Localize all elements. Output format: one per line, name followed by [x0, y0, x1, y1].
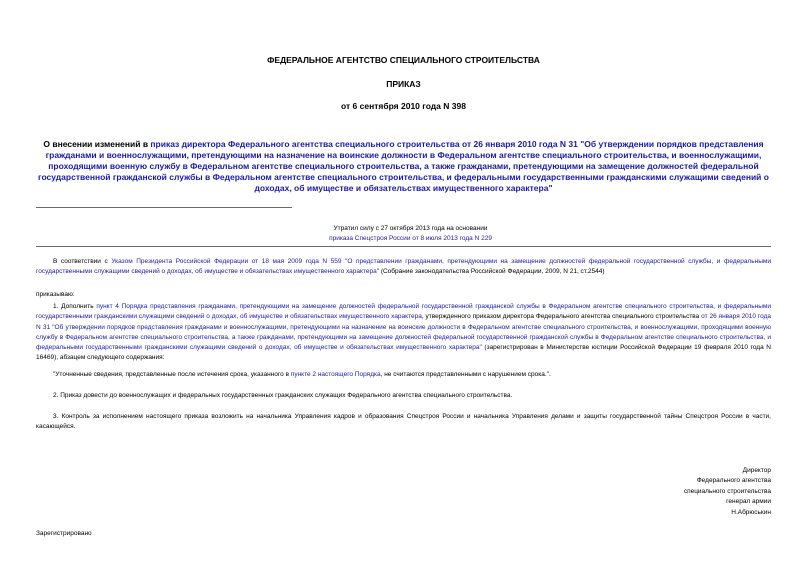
title-prefix: О внесении изменений в	[43, 139, 151, 149]
document-date-number: от 6 сентября 2010 года N 398	[341, 101, 466, 111]
quote-suffix: , не считаются представленными с нарушением срока.".	[380, 371, 551, 378]
void-note	[293, 224, 528, 244]
item-3-text: 3. Контроль за исполнением настоящего приказа возложить на начальника Управления кадров и образования Спецстроя России и начальника Управления делами и защиты государственной тайны Спецстроя России в части, касающейся.	[36, 413, 771, 431]
item-2-text: 2. Приказ довести до военнослужащих и федеральных государственных гражданских служащих Федерального агентства специального строительства.	[53, 392, 513, 399]
basis-prefix: В соответствии с	[53, 258, 112, 265]
item-1-order-link[interactable]: от 26 января 2010 года N 31 "Об утверждении порядков представления гражданами и военнослужащими, претендующими на назначение на воинские должности в Федеральном агентстве специального строительства, и военнослужащими, проходящими военную службу в Федеральном агентстве специального строительства, а также гражданами, претендующими на замещение должностей федеральной государственной гражданской службы в Федеральном агентстве специального строительства, и федеральными государственными гражданскими служащими сведений о доходах, об имуществе и обязательствах имущественного характера"	[36, 313, 771, 352]
signature-name: Н.Абрюськин	[731, 508, 771, 516]
paragraph-item-3	[36, 412, 771, 433]
paragraph-order-word: приказываю:	[36, 291, 75, 298]
separator-full	[36, 246, 771, 247]
signature-agency: Федерального агентства	[696, 477, 771, 485]
item-1-middle: , утвержденного приказом директора Федерального агентства специального строительства	[421, 313, 702, 321]
signature-rank: генерал армии	[726, 498, 771, 506]
item-1-prefix: 1. Дополнить	[53, 303, 97, 310]
paragraph-item-1	[36, 302, 771, 364]
paragraph-item-2	[36, 391, 771, 401]
title-order-link[interactable]: приказ директора Федерального агентства специального строительства от 26 января 2010 года N 31 "Об утверждении порядков представления гражданами и военнослужащими, претендующими на назначение на воинские должности в Федеральном агентстве специального строительства, и военнослужащими, проходящими военную службу в Федеральном агентстве специального строительства, а также гражданами, претендующими на замещение должностей федеральной государственной гражданской службы в Федеральном агентстве специального строительства, и федеральными государственными гражданскими служащими сведений о доходах, об имуществе и обязательствах имущественного характера"	[38, 139, 769, 193]
item-1-suffix: (зарегистрирован в Министерстве юстиции Российской Федерации 19 февраля 2010 года N 16469), абзацем следующего содержания:	[36, 344, 771, 362]
document-type-heading: ПРИКАЗ	[386, 79, 421, 89]
basis-suffix: (Собрание законодательства Российской Федерации, 2009, N 21, ст.2544)	[379, 268, 605, 276]
registered-note: Зарегистрировано	[36, 530, 92, 537]
item-1-point-link[interactable]: пункт 4 Порядка представления гражданами, претендующими на замещение должностей федеральной государственной гражданской службы в Федеральном агентстве специального строительства, и федеральными государственными гражданскими служащими сведений о доходах, об имуществе и обязательствах имущественного характера	[36, 303, 771, 321]
signature-position: Директор	[742, 467, 771, 474]
separator-short	[36, 207, 292, 208]
agency-heading: ФЕДЕРАЛЬНОЕ АГЕНТСТВО СПЕЦИАЛЬНОГО СТРОИТЕЛЬСТВА	[267, 55, 540, 65]
quote-point-link[interactable]: пункте 2 настоящего Порядка	[290, 371, 381, 378]
signature-block	[571, 466, 771, 518]
signature-agency-cont: специального строительства	[683, 487, 771, 495]
void-note-link[interactable]: приказа Спецстроя России от 8 июля 2013 года N 229	[329, 235, 492, 242]
void-note-text: Утратил силу с 27 октября 2013 года на основании	[333, 225, 488, 232]
decree-link[interactable]: Указом Президента Российской Федерации от 18 мая 2009 года N 559 "О представлении гражданами, претендующими на замещение должностей федеральной государственной службы, и федеральными государственными служащими сведений о доходах, об имуществе и обязательствах имущественного характера"	[36, 258, 772, 276]
paragraph-quote	[36, 370, 771, 380]
quote-prefix: "Уточненные сведения, представленные после истечения срока, указанного в	[53, 371, 291, 378]
paragraph-basis	[36, 257, 771, 278]
document-title	[36, 139, 771, 194]
